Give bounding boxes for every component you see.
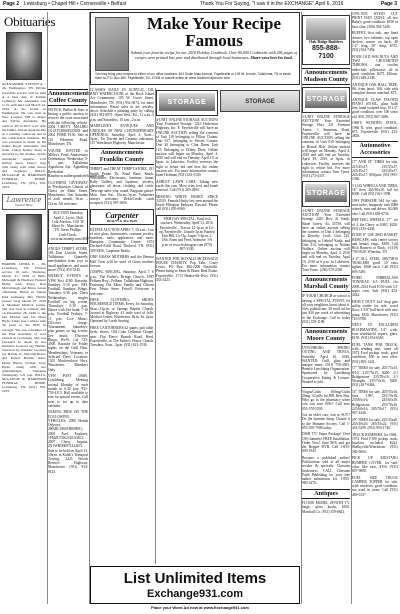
fish-day-box [156, 215, 218, 254]
builder-ad-title: Oak Ridge Builders [309, 39, 343, 45]
zenith-tv-ad: FLOOR MODEL ZENITH TV, beige, glass knobs, $100. Marshall Co. (931) 359-8823. [302, 501, 350, 514]
auction-box [48, 209, 88, 244]
builder-phone: 855-888-7100 [311, 45, 341, 61]
column-divider-3 [155, 88, 156, 564]
column-6 [352, 12, 398, 604]
footer-place-ad: Place your Word Ad now at www.Exchange931.com [151, 605, 249, 610]
storage-word-2: STORAGE [306, 96, 346, 103]
wanted-pop-tabs-ad: WANTED FOR ROYALD MCDONALD HOUSE CHARITY. Pop Tabs. Cristy Lewis, PO Box, 406-2200 Nashville. Please bring to Farm & Home Real Estate, Fayetteville. 1713 Huntsville Hwy. (931) 433-3223. [156, 256, 218, 282]
tires-ad-5: 20" TIRES for sale, 225/35x20, 245/40x20, 265/35x22. (931) 454-5299. (931) 993-1746. [352, 417, 398, 431]
storage-auction-2: 5-UNIT ONLINE STORAGE AUCTION! Your Extended Storage Hwy 231 Fremont Annex, 1 Simmons Road, Fayetteville will have an ONLINE AUCTION selling the contents of Unit 016 belonging to Brandi Holt. Online auction will begin on Monday, April 4, 2016 and will end on Tuesday, April 19, 2016 at 6p.m. in Lakeview. Facility reserves the right to refuse bid. For more information contact Tom Tynes. (931) 273-4337. [302, 115, 350, 179]
viagra-ad: Viagra/Cialis 100mg/Cialis 20mg. 52 pills for $99. Best Buy. Why go to the pharmacy when you can save 60%? Call now 855-370-5593. [302, 389, 350, 411]
obituary-photo-2 [6, 214, 42, 260]
storage-word-3: STORAGE [306, 189, 346, 197]
vfw-post-ad: VFW POST 10049, Lynchburg. Meeting second Monday of each month at 6:30 p.m. 931-759-4113. Hall available to rent for special events. Call now to set up to date calendar. [48, 374, 88, 408]
fuel-tank-ad: FUEL TANK FOR TRUCK, with sending unit, came off 1973 Ford pickup truck, good condition, $50 or best offer. (931) 805-1441. [352, 342, 398, 364]
porsche-ad: 1981 PORSCHE 944 for sale, runs turbo, burgundy with BBS wheels, runs and drives. $2,000 obo. Call (931) 438-9734. [352, 198, 398, 216]
recipe-form-text: You may bring your recipes to either of our office locations: 404 South Main Avenue, Fayetteville or 109 W. Lincoln, Tullahoma, TN or email them to: P.O. Box 690, Fayetteville, TN. 37334 or submit online at: www.Southern-kprecom.com [95, 72, 291, 80]
utility-trailer-ad: HEAVY DUTY 4x4' drop gate utility trailer for sale, wood floor, 1 5/8" ball hitch with new jump. $350. Manchester. (931) 723-0786. [352, 299, 398, 321]
thrift-store-ad: THRIFT and TREAT THRIFT STORE, 291 Smith Pointe Dr, Road Barn, Smith, Winchester. Electronics, furniture, home, Rally Gallery, and furniture, jewelry, glassware, all decor, clothing, and crafts. Teen-age sales year round. Bargains galore. Mon. thru Sat., 10a.m.–5p.m. Volunteers always welcome. Debit/Credit cards accepted. (931) 967-3006. [90, 167, 154, 206]
auction-text: AUCTION Saturday, April 2, 2 p.m., Hall Coal Auction, 1101 W. Shore St., Manchester, TN. Steve Phillips. Cash/Check. www.auctionzip.com/4817 [50, 211, 90, 241]
angus-thrift-ad: ANGUS THRIFT STORE, 184 East Lincoln Street, Tullahoma. Quarterly merchandise from toys to small appliances, and much more! (931) 455-5345. [48, 246, 88, 272]
wooden-stool-ad: 1960'S WOODEN STOOL, 1966 N. wire, good condition, $75. Fayetteville (931) 433-4826. [352, 121, 398, 139]
column-3 [90, 88, 154, 564]
column-2 [48, 12, 105, 564]
recipe-promo-box [90, 12, 300, 85]
storage-word-1: STORAGE [167, 99, 207, 106]
gm-hubcaps-ad: FOUR 8" GM 4WD BASKET HUBCAPS, with center screws and beauty rings. $300. Call Rick Romero or Buck, 1-(319) 758-0528. Wheelon, TN. [352, 233, 398, 255]
storage-word-center: STORAGE [245, 99, 275, 105]
camper-topper-ad: FUEL SIZE TRUCK CAMPER TOPPER for sale, with windows, good condition, not used in years. Call (931) 469-0137. [352, 475, 398, 497]
fish-day-ad: FISH DAY SPECIAL: Pond fish stockers. Wednesday, April 13, 2016. Fayetteville – Tractor 12-1p.m. at Co-op, Fayetteville. 12noon-1p.m. Barnett Fish Hill, Co-Op, Jasper 3-4p.m. 2, 18ft. Farm and Feed, Ardmore. 5-6 p.m. at www.fishwagon.com (870) 887-3330. [159, 217, 215, 251]
tires-ad-2: 3 LOG WHEELS AND TIRES, 18" tires, 265/65x18, full for $300. Call (931) 561-1998. [352, 183, 398, 197]
mustang-bumper-ad: PICK UP MUSTANG BUMPER COVER, for sale, color like new, $150. (931) 607-9088. [352, 456, 398, 473]
dish-tv-ad: DISH TV! Super Package! Over 190 channels! FREE Installation. Order Now! Save 80% and get the Hopper DVR. Call 1-855-839-1945. [302, 432, 350, 454]
exchange-site: Exchange931.com [147, 587, 243, 600]
obituary-photo-1 [6, 32, 42, 80]
thanks-line: Thank You For Saying, "I saw it in the EXCHANGE" April 6, 2016 [200, 1, 344, 7]
carpenter-sub: REALTY & AUCTION [106, 219, 138, 224]
free-clothing-ad: FREE CLOTHING, SHOES, HOUSEHOLD ITEMS, Every 1st Saturday, 8a.m.–12p.m. at Springs Baptist Church, located at Highway 41, mile west of Jeffs' Medical Center, Winchester. 8a.m. 8a. 2p.m. Operated by Lorah Sewing. [90, 298, 154, 324]
coffee-notice: NOTICE, Ballou & Sons is having a public auction to recover the costs associated with the following vehicle: 2004 CHEVY MALIBU 1G1ZT52884F223845 and 2002 FORD F150. Sale at 141 Volunteer Road, Manchester, TN. [48, 108, 88, 146]
announcements-madison-heading: Announcements Madison County [302, 68, 350, 85]
windshield-ad: NEXT TO EXCLUDED ROADMASTER, 1/4" wide, four windshield wipers, glass, $150. (931) 454-6565. [352, 323, 398, 341]
vehicle-bids-ad: TAKING BIDS ON THE FOLLOWING VEHICLES: 2000 Honda Odyssey, 2HKRL18601H000091; 2003 Ford Explorer, 1FMZU72K23UC63611; 2007 Chevy Impala, 2G1WB58K971224672. Sale to be held on April 13, 10a.m. at Kaleb's Transport Towing, 2225 Woods Reserve Highway, Manchester. (931) 954-8123 [48, 410, 88, 474]
recipe-submission-info [95, 73, 297, 81]
classes-ad: CLASSES DAILY IN ACRYLIC, OIL AND WATERCOLOR at the Rock Island Art Community, 105 W. Grove Street, Manchester, TN. (931) 952-3874, for more information. Retail sales in art, jewelry, decor. Schedule a painting party by calling (931) 952-8971. Open Wed.–Fri., 11 a.m.–5 p.m. and Saturdays, 10 a.m.–2 p.m. [90, 88, 154, 122]
tonneau-ad: FORD FIBREGLASS TONNEAU 6.5 FUEL fits 2009–2014 Ford F150 with 5.5' super crew. Sale (931) 454-4442. [352, 276, 398, 298]
storage-auction-3: 3-UNIT ONLINE STORAGE AUCTION! Your Extended Storage, 2410 Hwy 41 South, Hazel Green, AL 35750, will have an online auction selling the contents of Unit 2 belonging to Dorothy Cecil; Unit 125, belonging to Gabriel Keith; and Unit 213, belonging to Nathan Wallace. Online auction will begin on Monday, April 4, 2016 and will end on Tuesday, April 19, 2016 at 6 p.m. in Lakeview. For more information contact Tom Tynes. (256) 570-2338. [302, 208, 350, 273]
recipe-body: Submit your favorite recipe for our 2016 Holiday Cookbook. Over 80,000 Cookbooks with 296 pages of recipes were printed last year and distributed through local businesses. [130, 50, 298, 60]
gospel-singing-ad: GOSPEL SINGING, Saturday, April 7, 6 p.m., The Father's Refuge Church, 1997 Pelham Hwy., Pelham, Tullahoma Highway. Featuring The Ekers Family and Chosen Few. Pastor Steve Powell. Everyone is welcome. [90, 270, 154, 296]
tires-ad-4: 16" TIRES for sale, 205/55x16, tires 1987, 235/70x16, 235/65x16, 245/65x16. Bridgestone, 255/70x16, 225/60x16, 265/70x17. (931) 967-4346. [352, 389, 398, 415]
storage-ad-1 [156, 90, 218, 116]
recipe-description [129, 51, 299, 60]
column-5 [302, 12, 350, 604]
recipe-title: Make Your Recipe Famous [146, 14, 282, 50]
storage-auction-1: 4-UNIT ONLINE STORAGE AUCTION! Your Extended Storage, 1215 Hickerson Highway, Inc. F. Fayetteville will have an ONLINE AUCTION selling the contents of Unit 118 belonging to Pillow Claims; Unit 017, belonging to Steven Cornea; Unit 30 belonging to Clint Dunn; Unit 125, Belonging to Tiffany Dietz. Online auction will begin on Monday, April 4, 2016 and will end on Tuesday, April 19, at 6p.m. in Lakeview. Facility reserves the right to refuse bid and host the online auction site. For more information contact Janet Hoffman (931) 433-5100. [156, 118, 218, 178]
youre-invited-ad: YOU'RE INVITED to Miller's Pond Anniversary Celebration. Wednesday 5-8 pm, Tullahoma Appaloosa Apt. Appealing Borderline Bandwww.millerspondcelebration.com [48, 148, 105, 178]
automotive-heading: Automotive Accessories [352, 141, 398, 158]
list-unlimited-title: List Unlimited Items [123, 570, 267, 587]
wheels-ad: HEP HAG WHEELS, 17", set of 4, fits Chevy or GMC. $250. (931) 433-4436. [352, 218, 398, 231]
obituary-alexander: ALEXANDER, STEVEN A. – 46, Farmington, TN. Private graveside service will be held at a later date in Temple Cemetery. Mr. Alexander was to be with his Lord March 24, 2016 at his home in Farmington. He was born in New London, NH to Roger and Sylvia Alexander. He came to TN in 2017 to be with his family. Steven spent his life as a printing contractor and in the construction business. He was preceded in death by his father, Roger Alexander, and sister, Cheryl Kelley. Steve is survived by his mother, Sylvia Alexander; nephew, Carl Kelley; niece, Janice; long with along with other nieces and nephews. BILLS-McGAUGH & HARDISON FUNERAL HOME, Lewisburg, TN. (931) 359-2233. [2, 82, 46, 190]
storage-ad-3 [302, 181, 350, 207]
tires-ad-3: 17" TIRES for sale, 205/75x15, 8/10, 215/75x15, $200. 2/1 Bridgestone 235/70x16, 2/1 Wrangler 255/70x16, $200. (931) 467-0484. [352, 366, 398, 388]
announcements-franklin-heading: Announcements Franklin County [90, 148, 154, 165]
wood-cut-print-ad: 1976-1955 WOOD CUT PRINT DAN QUIST, all few Babe's, good condition. $100 or best offer. (306) 394-7446. [352, 12, 398, 29]
column-divider-1 [47, 12, 48, 604]
column-4 [156, 88, 218, 564]
builder-ad-image [306, 18, 346, 40]
lawn-care-ad: ASHLEY LAWN CARE. Taking new yards this year. Mow, trim, leaf, and brush removal. Call (931) 205-4965. [156, 179, 218, 193]
donate-car-ad: Got an older cars, van or SUV? Do the humane thing. Donate it to the Humane Society. Call 1-855-558-7008 today. [302, 413, 350, 430]
grass-mothers-ad: ONE GRASS MOTHERS and the Benson Hall Trust will be used of Grass mothers forever. [90, 255, 154, 268]
truck-bumpers-ad: TRUCK BUMPERS, for 1968–1972 Ford F100 pickup truck, brackets included. $224. Shelbyville/Winchester (931) 580-5066. [352, 432, 398, 454]
column-center-right [220, 88, 300, 564]
column-divider-5 [351, 12, 352, 604]
page-header [0, 0, 400, 10]
oak-hall-tree-ad: ANTIQUE OAK HALL TREE, 8ft. from hood, 18ft. side with complete dresser attached. $75. [352, 82, 398, 96]
funeral-home-sub: Funeral Home [15, 202, 33, 207]
column-divider-2 [89, 12, 90, 604]
obituary-harbin: HARBIN, LINDA F. – 69, Lewisburg, TN. Funeral service 10 a.m., Thursday, March 31, 2016 at Bills-McGaugh & Hardison Funeral Home with Pastor Ron McCullough and Bruce Green officiating. Burial in Sunset Park Cemetery. Mrs. Harbin passed away March 27, 2016 at Marshall Medical Center. She was born in Clinton, Ind. on December 28, 1946 to the late Marion and Ida Hoag Hyde. Linda was a retiree with 30 years at the DOT in Georgia. She was a member of the First Assembly of God Church in Lewisburg. She was preceded in death by her husband, Leonard Jay Harbin. Survived by children; Leonard Jay Harbin, Jr., Deborah Boles, and Robert Harbin; sister, Diane Harris; brother, Jerry Hyde; along with her grandchildren. Visitation Wednesday 5-8 p.m. BILLS-McGAUGH & HARDISON FUNERAL HOME, Lewisburg, TN. (931) 359-2233. [2, 261, 46, 394]
publication-line: Lewisburg • Chapel Hill • Cornersville • Belfast [24, 1, 127, 7]
missing-husky-ad: MISSING WHITE HUSKY SINCE 3/2015. Female Husky last seen around the North Ellington Parkway. Reward. Please call (931) 205-6960. [156, 194, 218, 212]
piano-stool-ad: ANTIQUE CLAW FOOTED PIANO STOOL, glass balls feet, hand sculpted seat, 10 1/2" good condition, over 100 years old. $50. (931) 967-3286. [352, 97, 398, 119]
tires-ad-1: 17" AND 18" TIRES for sale, 215/45x17, 215/55x17, 225/45x17, 235/45x17, 245/45x17. $50/pair. (931) 993-1366. [352, 160, 399, 182]
walnuts-throws-ad: FOUR OLD WALNUTS AND TWO CROCHETED THROWS, one crochet tablecloth, pillowcase, all in good condition. $275. Ellison. (931) 648-2348. [352, 54, 398, 81]
obituaries-column [2, 12, 56, 604]
announcements-coffee-heading: Announcements Coffee County [48, 89, 88, 106]
list-unlimited-banner [90, 566, 300, 604]
funeral-home-logo-1 [2, 194, 46, 210]
funeral-home-name: Lawrence [6, 195, 42, 204]
cookbook-image [95, 17, 129, 71]
free-cantorners-ad: FREE CANTORNERS 42 quarts, pair table, fresh, sheets, Old Coke Cellemar Chapel, near. Flat Pierce Branch Road, Herd, Fayetteville, at The Father's House Church, Tuesdays, 9a.m.–3p.m. (931) 621-1536. [90, 326, 154, 347]
column-divider-4 [301, 12, 302, 604]
estate-auction-ad: ESTATE AUCTION APRIL 7, 10 a.m., Lots of nice glass, housewares, costume jewelry, furniture, tools, appliances, and more. Hampton Community Center, 1674 Decherd-Estill Road, Decherd, TN. (931) 309-8456, Carpenter Realty. [90, 227, 154, 253]
storage-ad-2 [302, 87, 350, 113]
obituaries-title: Obituaries [4, 14, 56, 29]
builder-ad [302, 15, 350, 65]
church-event-ad: IF YOUR CHURCH or school is having a SPECIAL EVENT, let all your neighbors know about it. Now publish any 30 word ad for just $10 per week of advertising in the Exchange. Call to today (931) 359-1188. [302, 294, 350, 324]
carpenter-name: Carpenter [105, 211, 139, 221]
madelines-antiques-ad: MADELINE'S ANTIQUES AND UNIQUES OF NEW CONTEMPORARY OPENINGS, Saturday, April 2, 9a.m.–5p.m., Tai Ten-dai and Ceramic education, 147 Warehouse Highway, Manchester. [90, 124, 154, 146]
author-ad: Become a published author! Publications sold at all major secular & specialty Christian bookstores. CALL Christian Faith Publishing for your free author submission kit. 1-855-980-3476. [302, 456, 350, 486]
weekly-events-ad: WEEKLY EVENTS at VFW Post 4180. Karaoke, Sundays, 5-10 p.m.; NFL Football, Sundays; Bingo, Tuesdays 6:30 p.m. Darts Wednesdays; singles Football on big screen. Thursdays, 5:30 p.m. Dance with live band; 7-10 p.m., Football Fridays, 7-11 p.m. Live Music; DJ/cover charge. Tournament Saturdays; plus games on big screen; live music. Discover Bingo; Wi-Fi; Cal 723-4500. Karaoke for Friday nights on the Grill Heat. Memberships; Veterans; or Selected Days; Location: 1301 Murfreesboro Hwy. Winchester. Members Only. [48, 274, 88, 372]
storage-banner-center [220, 90, 300, 112]
steel-tires-ad: 4 4" ALL STEEL 285/75R16 TRAILERS good 10 ratio tighter, $500 each. Call (931) 693-5281. [352, 256, 398, 274]
announcements-marshall-heading: Announcements Marshall County [302, 275, 350, 292]
buffet-ad: BUFFET, first oak, one lined drawer, two cabinets, top open shelves, mirror on back, 48 1/2" long, 20" deep, $375. (931) 924-7494. [352, 31, 398, 53]
lynchburg-ad: LYNCHBURG SPRING OUTING AND TRIVIA, Saturday, April 16, 2016, WANTED: Grill, glass and antique items. (931) 759-4563. Benefit Lynchburg Organization. Sponsored by Lynchburg Cooperative Eating & Leisure. Wanted to join. [302, 346, 350, 384]
carpenter-realty-logo [90, 209, 154, 225]
clothing-giveaway-ad: CLOTHING GIVEAWAY at Presbyterian Church of Christ on Main Street, Manchester, first Saturday of each month, 9a.m. – 11a.m. All welcome. [48, 180, 88, 206]
page-number-left: Page 2 [3, 1, 20, 7]
announcements-moore-heading: Announcements Moore County [302, 327, 350, 344]
recipe-cta: Share your love for food. [250, 54, 293, 60]
page-number-right: Page 3 [380, 1, 397, 7]
antiques-heading: Antiques [302, 489, 350, 500]
